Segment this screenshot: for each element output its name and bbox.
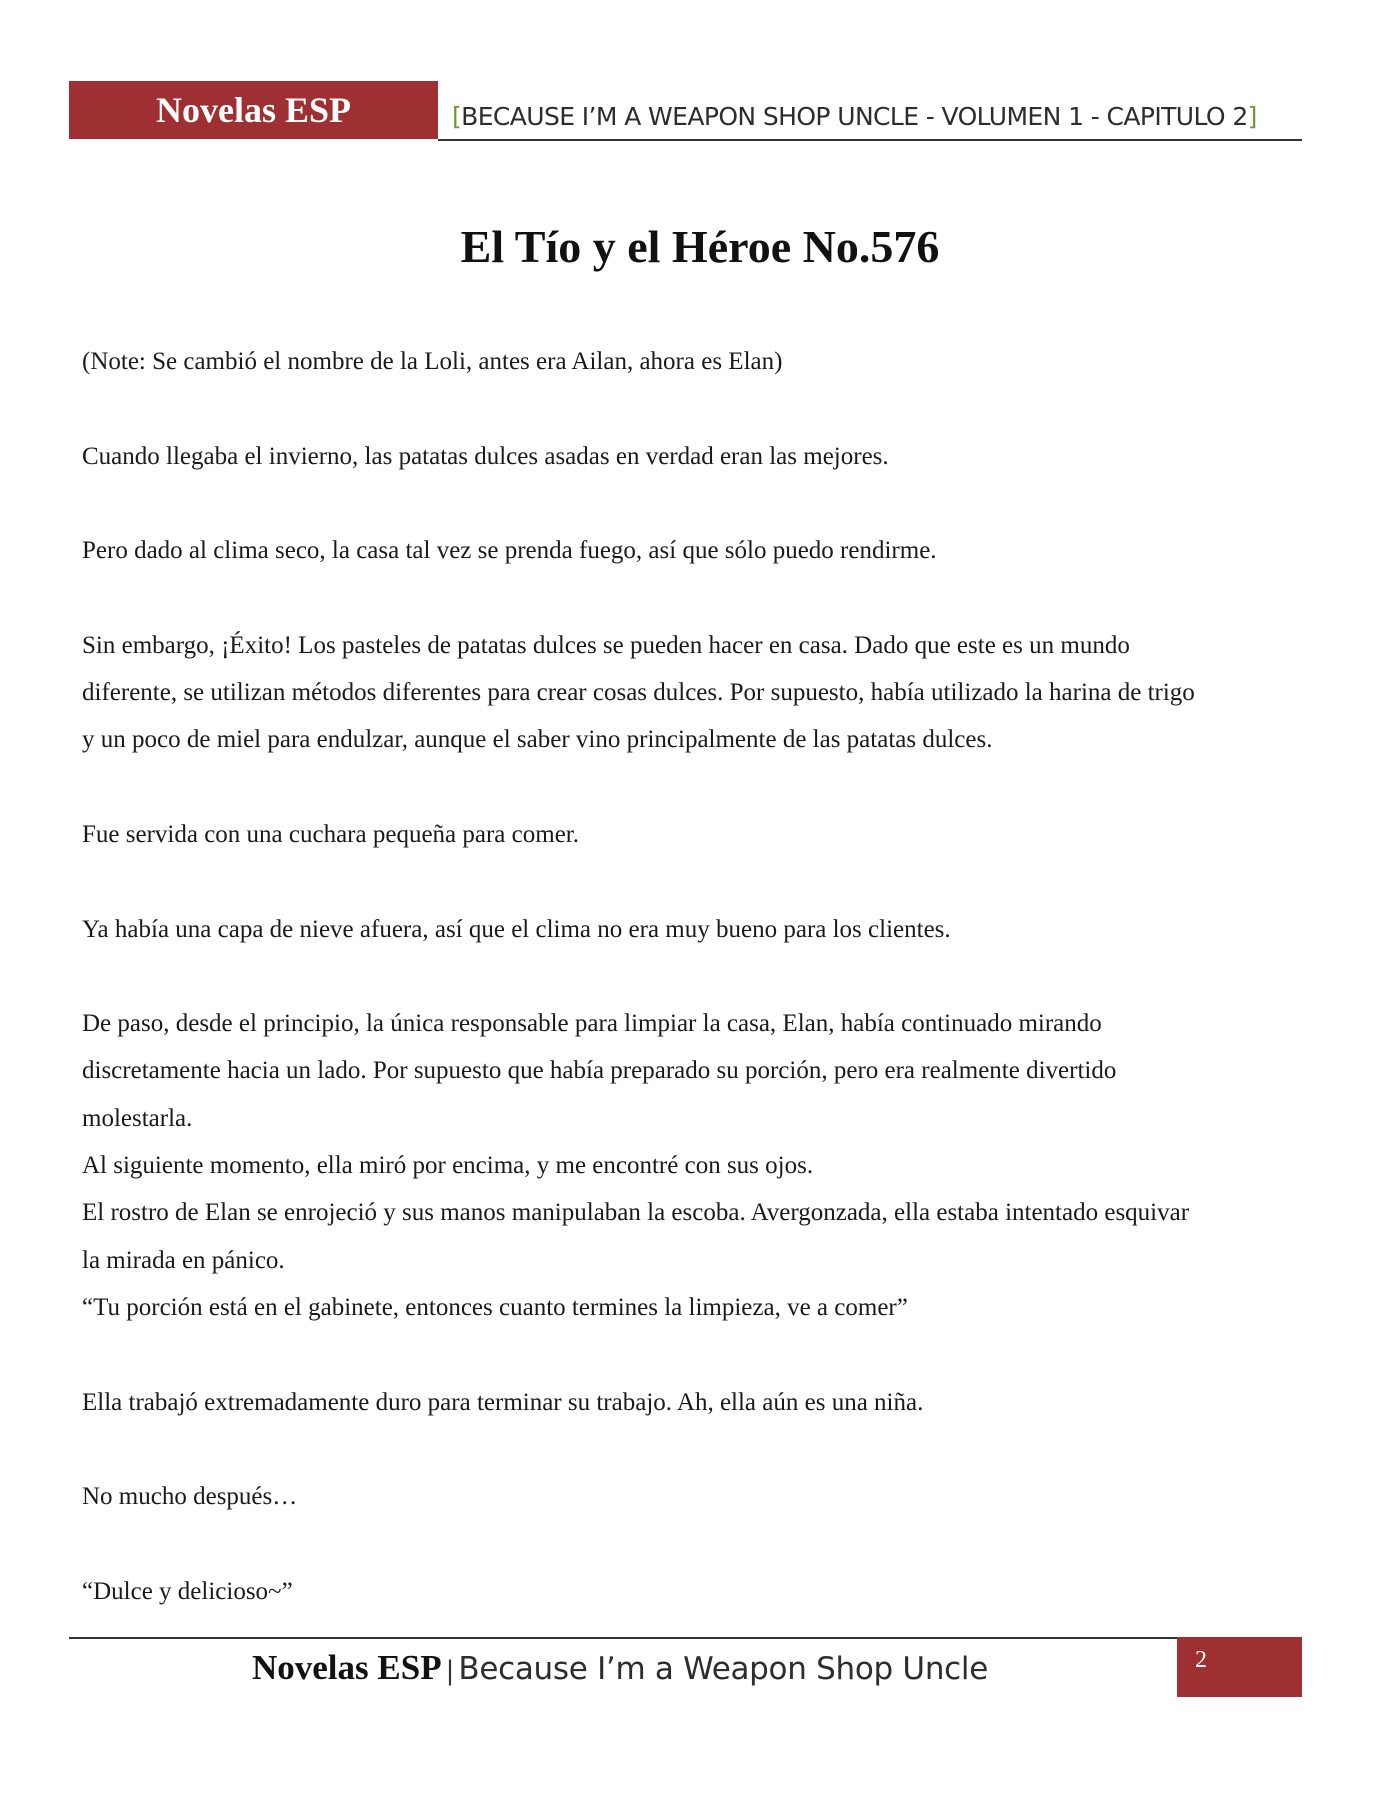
body-line: Cuando llegaba el invierno, las patatas dulces asadas en verdad eran las mejores. xyxy=(82,442,889,470)
blank-line xyxy=(82,764,1312,811)
header-bracket-close: ] xyxy=(1247,102,1257,131)
footer-book-title: Because I’m a Weapon Shop Uncle xyxy=(458,1651,989,1687)
body-line: Fue servida con una cuchara pequeña para comer. xyxy=(82,820,579,848)
body-line: Ya había una capa de nieve afuera, así que el clima no era muy bueno para los clientes. xyxy=(82,915,951,943)
footer-separator: | xyxy=(445,1656,455,1686)
blank-line xyxy=(82,1426,1312,1473)
header-brand: Novelas ESP xyxy=(155,90,351,130)
chapter-title: El Tío y el Héroe No.576 xyxy=(460,221,940,272)
body-line: “Tu porción está en el gabinete, entonces cuanto termines la limpieza, ve a comer” xyxy=(82,1293,908,1321)
footer-rule xyxy=(69,1637,1177,1639)
blank-line xyxy=(82,1331,1312,1378)
body-text xyxy=(82,338,1312,1615)
header-title xyxy=(452,98,1257,136)
blank-line xyxy=(82,385,1312,432)
header-rule xyxy=(438,139,1302,141)
body-line: (Note: Se cambió el nombre de la Loli, antes era Ailan, ahora es Elan) xyxy=(82,348,783,375)
body-line: Pero dado al clima seco, la casa tal vez se prenda fuego, así que sólo puedo rendirme. xyxy=(82,537,937,565)
body-line: discretamente hacia un lado. Por supuesto que había preparado su porción, pero era realmente divertido xyxy=(82,1057,1117,1085)
header-brand-band xyxy=(69,81,438,139)
blank-line xyxy=(82,480,1312,527)
body-line: No mucho después… xyxy=(82,1483,298,1511)
page-number-band xyxy=(1177,1637,1302,1697)
body-line: la mirada en pánico. xyxy=(82,1246,285,1274)
blank-line xyxy=(82,858,1312,905)
body-line: molestarla. xyxy=(82,1104,193,1132)
blank-line xyxy=(82,1520,1312,1567)
footer xyxy=(0,1644,1240,1699)
header-bracket-open: [ xyxy=(452,102,462,131)
body-line: diferente, se utilizan métodos diferentes para crear cosas dulces. Por supuesto, había utilizado la harina de trigo xyxy=(82,679,1195,707)
body-line: “Dulce y delicioso~” xyxy=(82,1577,293,1605)
blank-line xyxy=(82,953,1312,1000)
body-line: Sin embargo, ¡Éxito! Los pasteles de patatas dulces se pueden hacer en casa. Dado que este es un mundo xyxy=(82,631,1130,659)
body-line: El rostro de Elan se enrojeció y sus manos manipulaban la escoba. Avergonzada, ella estaba intentado esquivar xyxy=(82,1199,1190,1227)
page-number: 2 xyxy=(1195,1647,1207,1673)
footer-brand: Novelas ESP xyxy=(251,1648,442,1687)
body-line: De paso, desde el principio, la única responsable para limpiar la casa, Elan, había continuado mirando xyxy=(82,1010,1102,1038)
header-title-text: BECAUSE I’M A WEAPON SHOP UNCLE - VOLUMEN 1 - CAPITULO 2 xyxy=(461,102,1248,131)
body-line: Ella trabajó extremadamente duro para terminar su trabajo. Ah, ella aún es una niña. xyxy=(82,1388,924,1416)
body-line: y un poco de miel para endulzar, aunque el saber vino principalmente de las patatas dulces. xyxy=(82,726,993,754)
blank-line xyxy=(82,574,1312,621)
body-line: Al siguiente momento, ella miró por encima, y me encontré con sus ojos. xyxy=(82,1152,814,1180)
